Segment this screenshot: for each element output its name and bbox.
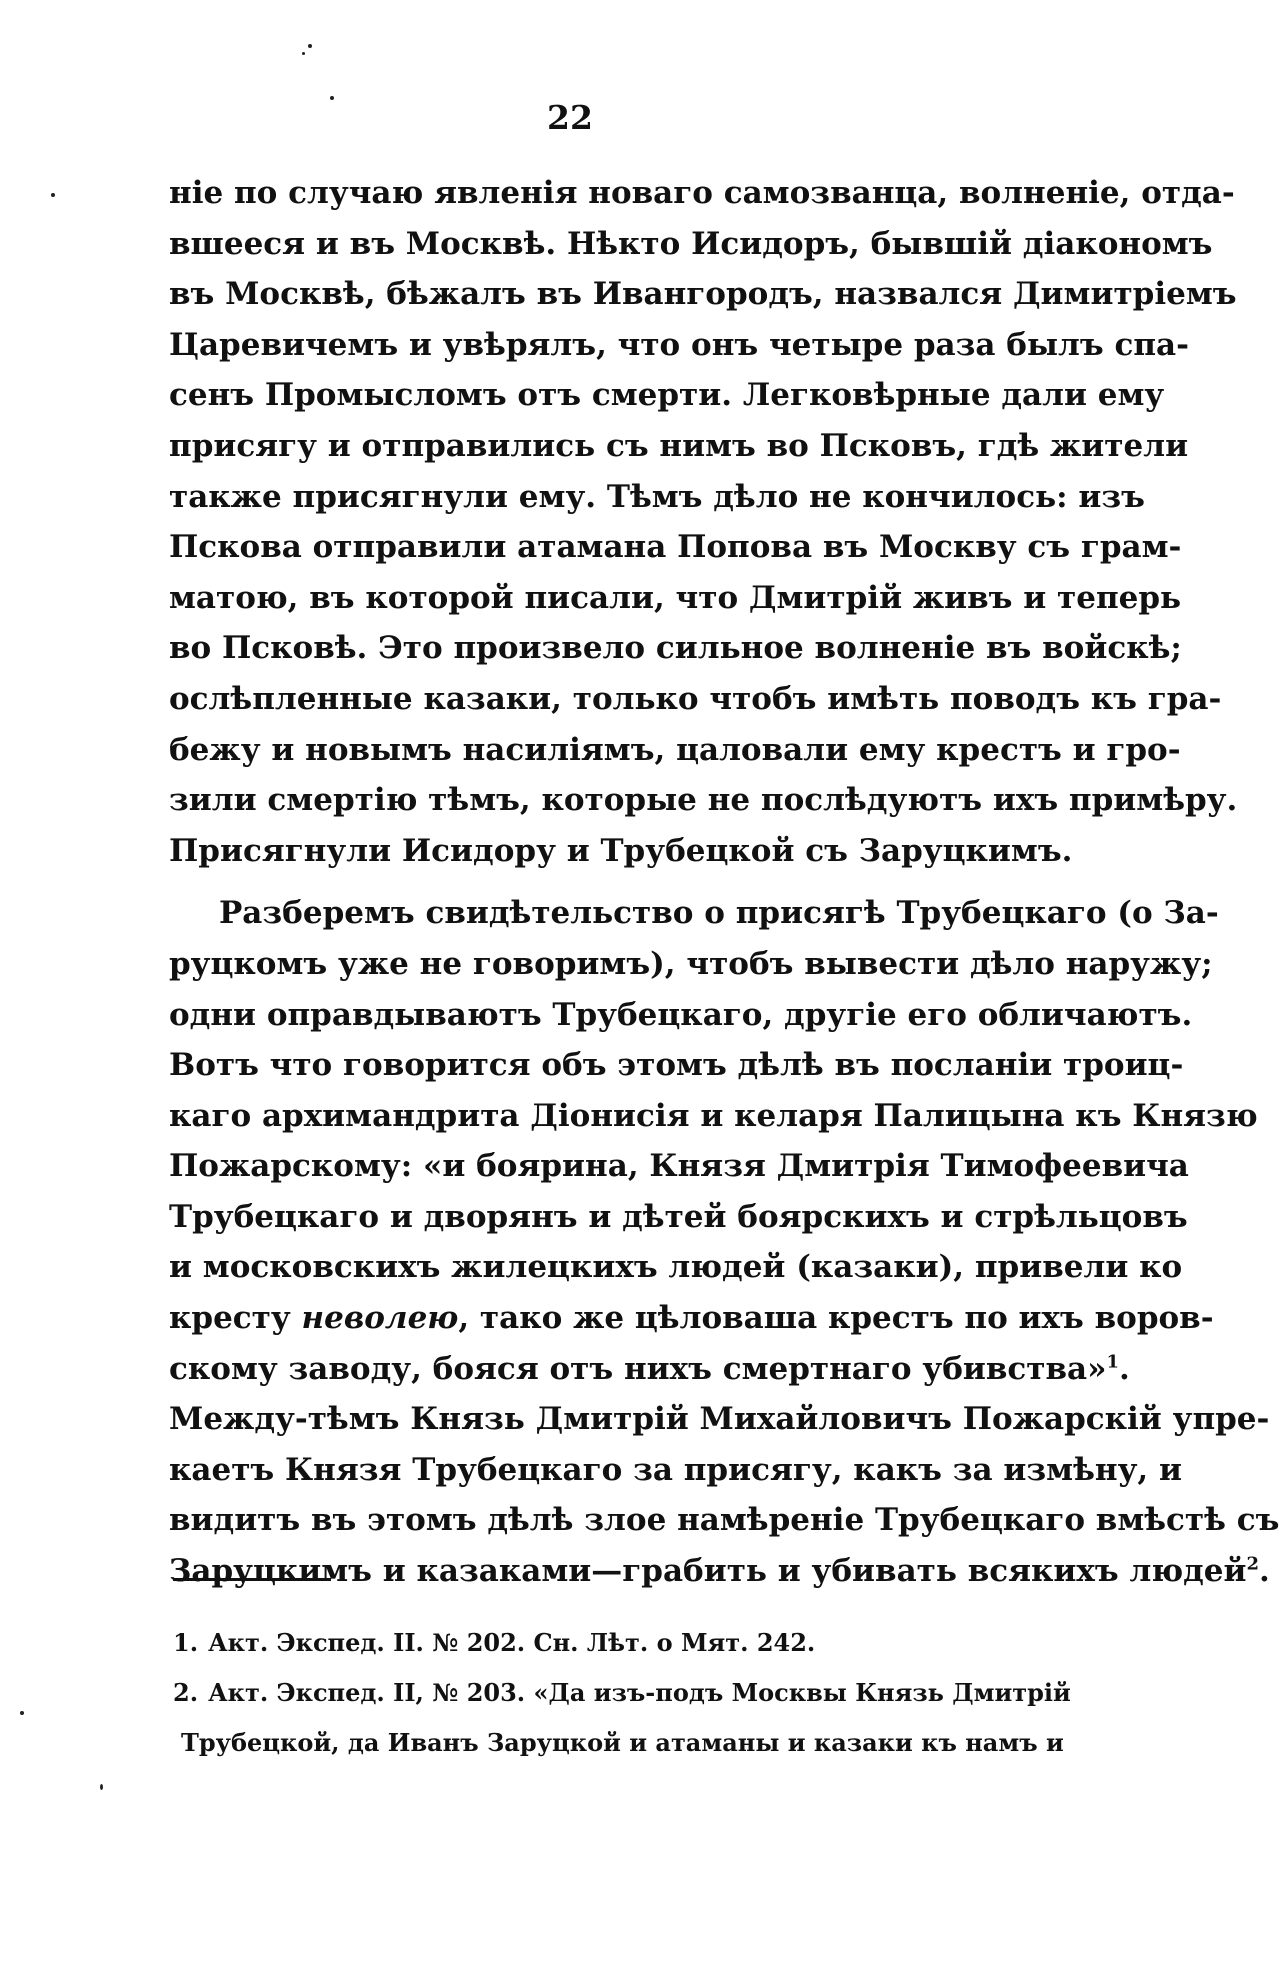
footnote-text: Акт. Экспед. II. № 202. Сн. Лѣт. о Мят. 242. <box>208 1628 816 1657</box>
text-line: сенъ Промысломъ отъ смерти. Легковѣрные дали ему <box>169 377 1165 414</box>
emphasis-text: неволею <box>301 1300 459 1337</box>
text-line: въ Москвѣ, бѣжалъ въ Ивангородъ, назвался Димитріемъ <box>169 276 1237 313</box>
paragraph <box>169 168 1238 876</box>
text-line: одни оправдываютъ Трубецкаго, другіе его обличаютъ. <box>169 996 1193 1033</box>
scan-speck <box>20 1711 24 1715</box>
text-line: каетъ Князя Трубецкаго за присягу, какъ за измѣну, и <box>169 1451 1183 1488</box>
text-line <box>169 1546 1270 1597</box>
text-line <box>169 1344 1130 1395</box>
page-number: 22 <box>547 98 593 137</box>
footnote-text: Акт. Экспед. II, № 203. «Да изъ-подъ Москвы Князь Дмитрій <box>208 1678 1071 1707</box>
paragraph <box>169 888 1279 1596</box>
main-text <box>169 168 1279 1597</box>
text-segment: . <box>1119 1350 1130 1387</box>
text-line: во Псковѣ. Это произвело сильное волненіе въ войскѣ; <box>169 630 1182 667</box>
text-segment: кресту <box>169 1300 302 1337</box>
text-line: Между-тѣмъ Князь Дмитрій Михайловичъ Пожарскій упре- <box>169 1401 1270 1438</box>
text-line: Присягнули Исидору и Трубецкой съ Заруцкимъ. <box>169 832 1073 869</box>
text-line: Вотъ что говорится объ этомъ дѣлѣ въ посланіи троиц- <box>169 1047 1184 1084</box>
text-line: вшееся и въ Москвѣ. Нѣкто Исидоръ, бывшій діакономъ <box>169 225 1213 262</box>
footnotes <box>173 1618 1126 1768</box>
text-line: каго архимандрита Діонисія и келаря Палицына къ Князю <box>169 1097 1258 1134</box>
footnote-number: 2. <box>173 1678 199 1707</box>
scan-speck <box>302 52 305 55</box>
footnote-text-continuation: Трубецкой, да Иванъ Заруцкой и атаманы и казаки къ намъ и <box>181 1728 1064 1757</box>
text-line: зили смертію тѣмъ, которые не послѣдуютъ ихъ примѣру. <box>169 782 1238 819</box>
footnote-divider <box>173 1578 331 1581</box>
text-line: руцкомъ уже не говоримъ), чтобъ вывести дѣло наружу; <box>169 945 1213 982</box>
text-line: также присягнули ему. Тѣмъ дѣло не кончилось: изъ <box>169 478 1145 515</box>
text-line: присягу и отправились съ нимъ во Псковъ, гдѣ жители <box>169 427 1189 464</box>
footnote <box>173 1668 1126 1768</box>
text-line: ніе по случаю явленія новаго самозванца, волненіе, отда- <box>169 175 1235 211</box>
footnote <box>173 1618 1126 1668</box>
scan-speck <box>100 1784 103 1790</box>
text-segment: Заруцкимъ и казаками—грабить и убивать всякихъ людей <box>169 1553 1247 1590</box>
text-line: Пскова отправили атамана Попова въ Москву съ грам- <box>169 529 1182 566</box>
text-line: матою, въ которой писали, что Дмитрій живъ и теперь <box>169 579 1182 616</box>
text-line: Царевичемъ и увѣрялъ, что онъ четыре раза былъ спа- <box>169 326 1189 363</box>
scan-speck <box>51 193 55 197</box>
text-line: и московскихъ жилецкихъ людей (казаки), привели ко <box>169 1249 1183 1286</box>
text-segment: скому заводу, бояся отъ нихъ смертнаго убивства» <box>169 1350 1107 1387</box>
text-line <box>169 1293 1214 1344</box>
text-line: видитъ въ этомъ дѣлѣ злое намѣреніе Трубецкаго вмѣстѣ съ <box>169 1502 1279 1539</box>
footnote-marker: 1 <box>1106 1351 1120 1373</box>
text-segment: , тако же цѣловаша крестъ по ихъ воров- <box>458 1300 1214 1337</box>
text-line: ослѣпленные казаки, только чтобъ имѣть поводъ къ гра- <box>169 680 1222 717</box>
footnote-number: 1. <box>173 1628 199 1657</box>
text-line: Трубецкаго и дворянъ и дѣтей боярскихъ и стрѣльцовъ <box>169 1198 1188 1235</box>
text-line: бежу и новымъ насиліямъ, цаловали ему крестъ и гро- <box>169 731 1181 768</box>
text-line: Разберемъ свидѣтельство о присягѣ Трубецкаго (о За- <box>219 895 1219 932</box>
text-line: Пожарскому: «и боярина, Князя Дмитрія Тимофеевича <box>169 1148 1189 1185</box>
footnote-marker: 2 <box>1246 1553 1260 1575</box>
scan-speck <box>308 44 312 48</box>
text-segment: . <box>1259 1553 1270 1590</box>
